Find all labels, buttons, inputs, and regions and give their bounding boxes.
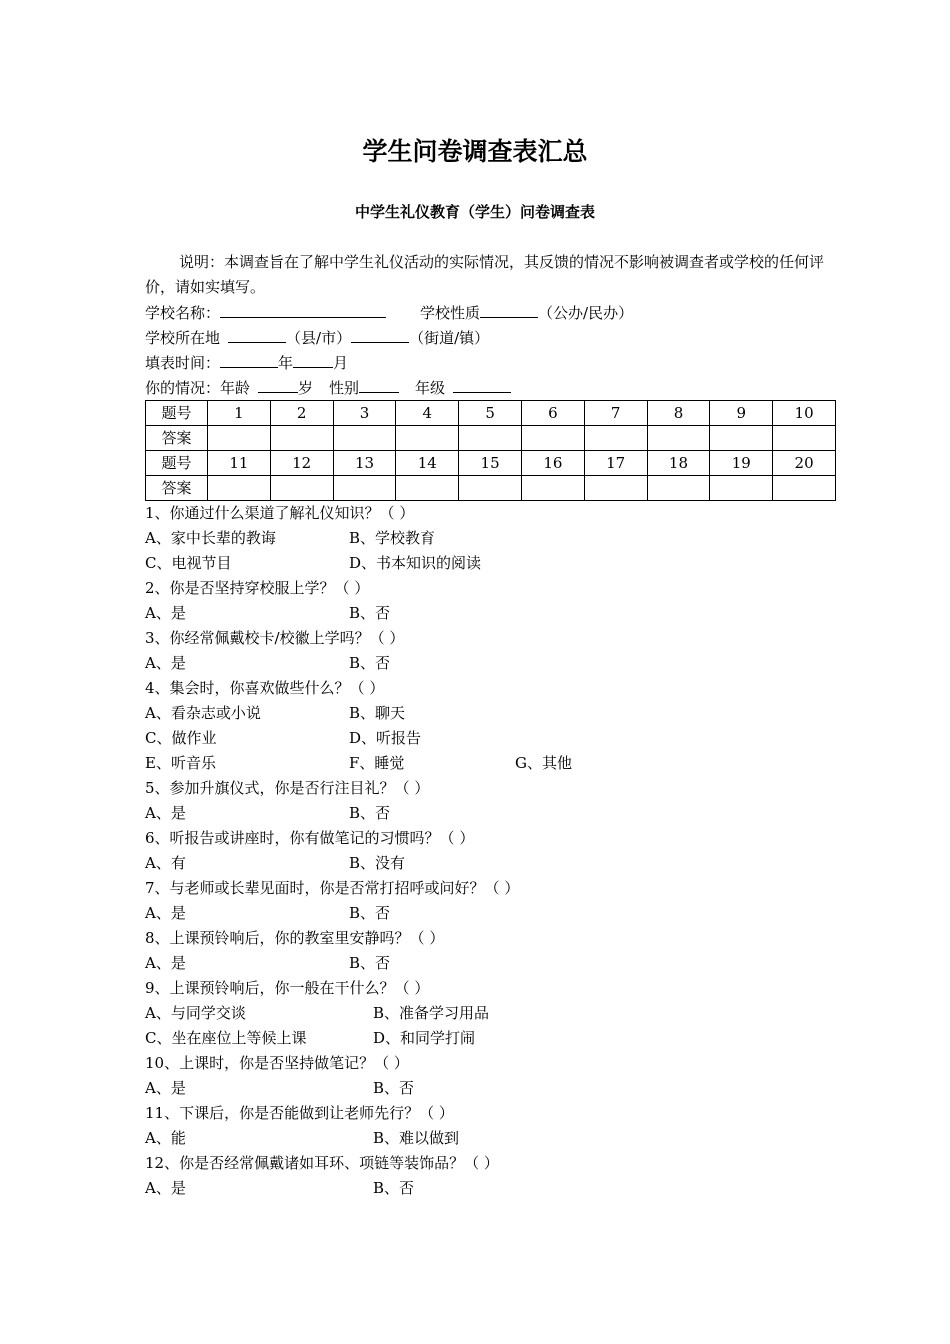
option-item[interactable]: B、否	[349, 804, 391, 822]
option-item[interactable]: A、是	[145, 904, 186, 922]
answer-cell[interactable]	[584, 426, 647, 451]
question-number: 19	[710, 451, 773, 476]
answer-cell[interactable]	[773, 426, 836, 451]
answer-table	[145, 400, 836, 501]
question-text: 7、与老师或长辈见面时，你是否常打招呼或问好？（ ）	[145, 879, 520, 897]
grade-label: 年级	[415, 379, 446, 397]
option-item[interactable]: A、是	[145, 654, 186, 672]
option-item[interactable]: F、睡觉	[349, 754, 405, 772]
option-row	[145, 1176, 835, 1201]
month-blank[interactable]	[293, 350, 333, 368]
age-label: 你的情况：年龄	[145, 379, 251, 397]
option-item[interactable]: A、是	[145, 954, 186, 972]
month-label: 月	[333, 354, 349, 372]
answer-cell[interactable]	[396, 476, 459, 501]
option-item[interactable]: A、是	[145, 1179, 186, 1197]
question-number-header: 题号	[146, 401, 208, 426]
option-row	[145, 951, 835, 976]
option-item[interactable]: B、否	[373, 1179, 415, 1197]
option-item[interactable]: D、和同学打闹	[373, 1029, 476, 1047]
question-text: 9、上课预铃响后，你一般在干什么？（ ）	[145, 979, 430, 997]
answer-cell[interactable]	[647, 426, 710, 451]
question-number: 17	[584, 451, 647, 476]
option-item[interactable]: B、难以做到	[373, 1129, 460, 1147]
question-number: 9	[710, 401, 773, 426]
option-row	[145, 726, 835, 751]
option-row	[145, 701, 835, 726]
school-name-blank[interactable]	[220, 300, 386, 318]
question-number: 8	[647, 401, 710, 426]
age-blank[interactable]	[258, 375, 298, 393]
table-row	[146, 401, 836, 426]
option-item[interactable]: B、否	[349, 954, 391, 972]
option-item[interactable]: A、是	[145, 1079, 186, 1097]
option-item[interactable]: D、书本知识的阅读	[349, 554, 482, 572]
question-text: 2、你是否坚持穿校服上学？（ ）	[145, 579, 370, 597]
gender-label: 性别	[329, 379, 360, 397]
table-row	[146, 476, 836, 501]
street-blank[interactable]	[351, 325, 409, 343]
option-item[interactable]: C、电视节目	[145, 554, 232, 572]
option-item[interactable]: B、没有	[349, 854, 406, 872]
question-number: 6	[521, 401, 584, 426]
questionnaire-body	[145, 250, 835, 1201]
answer-header: 答案	[146, 426, 208, 451]
option-row	[145, 651, 835, 676]
option-item[interactable]: B、否	[349, 604, 391, 622]
year-label: 年	[278, 354, 294, 372]
option-item[interactable]: B、聊天	[349, 704, 406, 722]
option-item[interactable]: E、听音乐	[145, 754, 216, 772]
option-row	[145, 1026, 835, 1051]
option-item[interactable]: A、家中长辈的教诲	[145, 529, 276, 547]
option-row	[145, 551, 835, 576]
answer-cell[interactable]	[459, 476, 522, 501]
question-number: 5	[459, 401, 522, 426]
school-name-label: 学校名称：	[145, 304, 221, 322]
option-item[interactable]: C、坐在座位上等候上课	[145, 1029, 307, 1047]
answer-cell[interactable]	[270, 476, 333, 501]
answer-cell[interactable]	[710, 426, 773, 451]
option-item[interactable]: B、准备学习用品	[373, 1004, 490, 1022]
street-label: （街道/镇）	[409, 329, 490, 347]
option-item[interactable]: B、学校教育	[349, 529, 436, 547]
school-type-blank[interactable]	[480, 300, 538, 318]
question-number: 12	[270, 451, 333, 476]
year-blank[interactable]	[220, 350, 278, 368]
answer-cell[interactable]	[270, 426, 333, 451]
option-item[interactable]: G、其他	[515, 754, 572, 772]
questionnaire-subtitle: 中学生礼仪教育（学生）问卷调查表	[354, 203, 595, 221]
answer-cell[interactable]	[333, 426, 396, 451]
table-row	[146, 451, 836, 476]
gender-blank[interactable]	[359, 375, 399, 393]
option-item[interactable]: A、是	[145, 804, 186, 822]
option-row	[145, 901, 835, 926]
question-number: 2	[270, 401, 333, 426]
answer-cell[interactable]	[333, 476, 396, 501]
question-number-header: 题号	[146, 451, 208, 476]
option-row	[145, 1126, 835, 1151]
county-label: （县/市）	[286, 329, 352, 347]
option-row	[145, 526, 835, 551]
fill-time-label: 填表时间：	[145, 354, 221, 372]
option-item[interactable]: B、否	[349, 904, 391, 922]
question-number: 3	[333, 401, 396, 426]
question-text: 11、下课后，你是否能做到让老师先行？（ ）	[145, 1104, 454, 1122]
question-number: 7	[584, 401, 647, 426]
question-text: 8、上课预铃响后，你的教室里安静吗？（ ）	[145, 929, 445, 947]
answer-cell[interactable]	[396, 426, 459, 451]
option-row	[145, 1076, 835, 1101]
question-number: 20	[773, 451, 836, 476]
fill-time-line	[145, 350, 835, 375]
answer-cell[interactable]	[773, 476, 836, 501]
option-item[interactable]: A、有	[145, 854, 186, 872]
option-item[interactable]: A、能	[145, 1129, 186, 1147]
question-number: 18	[647, 451, 710, 476]
table-row	[146, 426, 836, 451]
option-item[interactable]: A、看杂志或小说	[145, 704, 261, 722]
age-unit: 岁	[298, 379, 314, 397]
answer-cell[interactable]	[208, 426, 271, 451]
answer-cell[interactable]	[459, 426, 522, 451]
question-number: 14	[396, 451, 459, 476]
question-text: 4、集会时，你喜欢做些什么？（ ）	[145, 679, 385, 697]
question-number: 15	[459, 451, 522, 476]
option-item[interactable]: B、否	[349, 654, 391, 672]
personal-info-line	[145, 375, 835, 400]
option-item[interactable]: B、否	[373, 1079, 415, 1097]
answer-cell[interactable]	[647, 476, 710, 501]
question-text: 3、你经常佩戴校卡/校徽上学吗？（ ）	[145, 629, 405, 647]
school-type-label: 学校性质	[420, 304, 481, 322]
document-title: 学生问卷调查表汇总	[362, 137, 588, 166]
option-item[interactable]: A、与同学交谈	[145, 1004, 246, 1022]
answer-cell[interactable]	[521, 426, 584, 451]
option-row	[145, 801, 835, 826]
question-number: 11	[208, 451, 271, 476]
question-text: 6、听报告或讲座时，你有做笔记的习惯吗？（ ）	[145, 829, 475, 847]
option-item[interactable]: A、是	[145, 604, 186, 622]
question-text: 1、你通过什么渠道了解礼仪知识？（ ）	[145, 504, 415, 522]
question-text: 10、上课时，你是否坚持做笔记？（ ）	[145, 1054, 409, 1072]
question-number: 13	[333, 451, 396, 476]
location-line	[145, 325, 835, 350]
question-text: 12、你是否经常佩戴诸如耳环、项链等装饰品？（ ）	[145, 1154, 499, 1172]
option-row	[145, 851, 835, 876]
question-number: 16	[521, 451, 584, 476]
grade-blank[interactable]	[453, 375, 511, 393]
school-info-line	[145, 300, 835, 325]
county-blank[interactable]	[228, 325, 286, 343]
answer-cell[interactable]	[710, 476, 773, 501]
answer-cell[interactable]	[208, 476, 271, 501]
option-item[interactable]: D、听报告	[349, 729, 422, 747]
question-number: 4	[396, 401, 459, 426]
school-type-options: （公办/民办）	[538, 304, 634, 322]
answer-header: 答案	[146, 476, 208, 501]
question-number: 1	[208, 401, 271, 426]
answer-cell[interactable]	[521, 476, 584, 501]
location-label: 学校所在地	[145, 329, 221, 347]
question-list	[145, 501, 835, 1201]
option-row	[145, 601, 835, 626]
intro-paragraph: 说明：本调查旨在了解中学生礼仪活动的实际情况，其反馈的情况不影响被调查者或学校的任何评价，请如实填写。	[145, 253, 825, 296]
answer-cell[interactable]	[584, 476, 647, 501]
question-number: 10	[773, 401, 836, 426]
option-item[interactable]: C、做作业	[145, 729, 217, 747]
option-row	[145, 1001, 835, 1026]
question-text: 5、参加升旗仪式，你是否行注目礼？（ ）	[145, 779, 430, 797]
option-row	[145, 751, 835, 776]
